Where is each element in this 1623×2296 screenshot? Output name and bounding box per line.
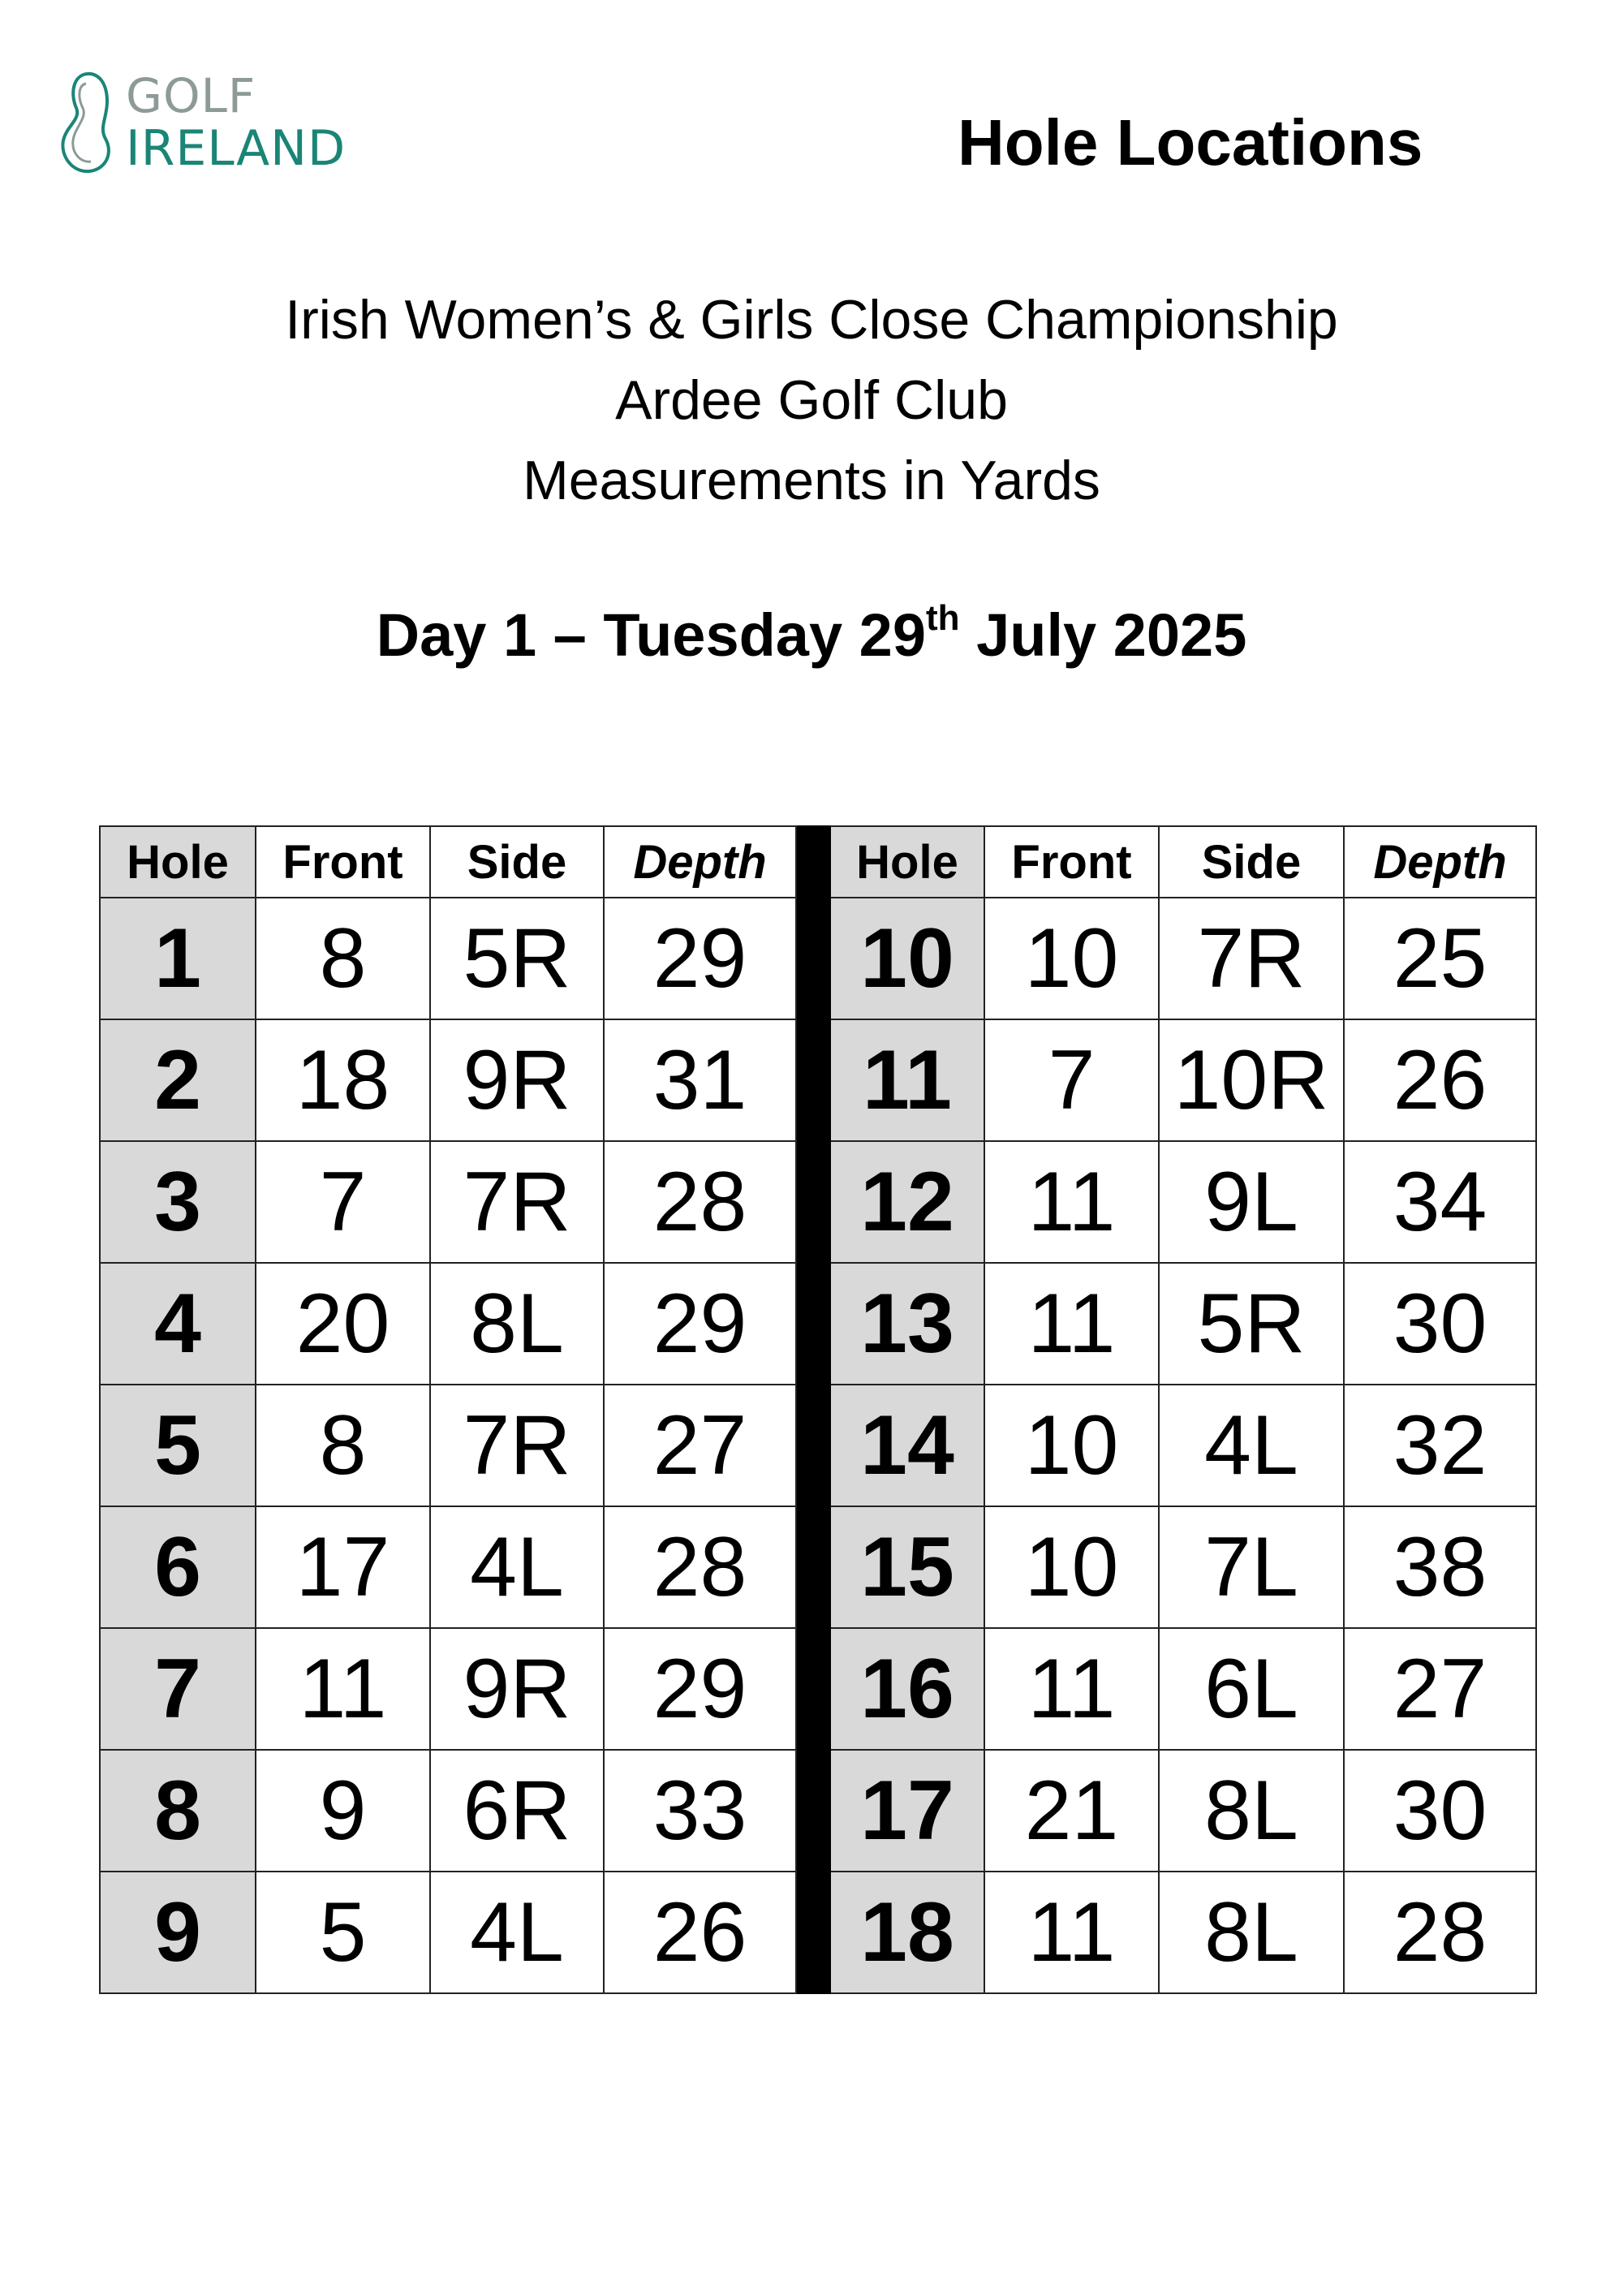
hole-number: 15 (830, 1506, 984, 1628)
hole-number: 3 (100, 1141, 256, 1263)
hole-number: 4 (100, 1263, 256, 1385)
depth-value: 29 (604, 1628, 796, 1750)
day-heading (0, 598, 1623, 670)
table-divider (796, 898, 830, 1019)
depth-value: 30 (1344, 1263, 1536, 1385)
side-value: 6L (1159, 1628, 1344, 1750)
front-value: 5 (256, 1872, 430, 1993)
side-value: 8L (1159, 1872, 1344, 1993)
day-heading-ordinal: th (926, 598, 960, 639)
front-value: 11 (984, 1872, 1159, 1993)
header-hole-left: Hole (100, 826, 256, 898)
depth-value: 28 (604, 1506, 796, 1628)
logo-text-golf: GOLF (126, 68, 256, 123)
table-row (100, 1263, 1536, 1385)
table-divider (796, 1263, 830, 1385)
side-value: 4L (430, 1506, 604, 1628)
depth-value: 26 (604, 1872, 796, 1993)
front-value: 9 (256, 1750, 430, 1872)
front-value: 8 (256, 1385, 430, 1506)
front-value: 11 (984, 1628, 1159, 1750)
depth-value: 34 (1344, 1141, 1536, 1263)
front-value: 7 (984, 1019, 1159, 1141)
subtitle-block (0, 280, 1623, 521)
depth-value: 26 (1344, 1019, 1536, 1141)
depth-value: 29 (604, 898, 796, 1019)
hole-number: 6 (100, 1506, 256, 1628)
day-heading-prefix: Day 1 – Tuesday 29 (376, 601, 926, 669)
table-divider (796, 1141, 830, 1263)
side-value: 5R (430, 898, 604, 1019)
front-value: 8 (256, 898, 430, 1019)
side-value: 7R (430, 1141, 604, 1263)
depth-value: 38 (1344, 1506, 1536, 1628)
depth-value: 28 (604, 1141, 796, 1263)
hole-number: 7 (100, 1628, 256, 1750)
day-heading-rest: July 2025 (959, 601, 1247, 669)
table-row (100, 1385, 1536, 1506)
hole-number: 17 (830, 1750, 984, 1872)
table-row (100, 1019, 1536, 1141)
table-row (100, 1872, 1536, 1993)
depth-value: 27 (1344, 1628, 1536, 1750)
depth-value: 31 (604, 1019, 796, 1141)
front-value: 18 (256, 1019, 430, 1141)
hole-number: 12 (830, 1141, 984, 1263)
hole-number: 13 (830, 1263, 984, 1385)
table-row (100, 898, 1536, 1019)
table-row (100, 1141, 1536, 1263)
front-value: 20 (256, 1263, 430, 1385)
side-value: 9R (430, 1019, 604, 1141)
hole-number: 10 (830, 898, 984, 1019)
hole-number: 5 (100, 1385, 256, 1506)
hole-number: 2 (100, 1019, 256, 1141)
table-divider (796, 1872, 830, 1993)
table-divider (796, 1019, 830, 1141)
side-value: 7L (1159, 1506, 1344, 1628)
header-front-right: Front (984, 826, 1159, 898)
logo-text-ireland: IRELAND (126, 120, 347, 177)
hole-number: 8 (100, 1750, 256, 1872)
golf-ireland-logo (49, 69, 390, 179)
side-value: 5R (1159, 1263, 1344, 1385)
measurement-units: Measurements in Yards (523, 450, 1100, 511)
hole-number: 16 (830, 1628, 984, 1750)
header-depth-left: Depth (604, 826, 796, 898)
side-value: 4L (1159, 1385, 1344, 1506)
side-value: 9L (1159, 1141, 1344, 1263)
side-value: 8L (1159, 1750, 1344, 1872)
table-divider (796, 1506, 830, 1628)
front-value: 10 (984, 1506, 1159, 1628)
front-value: 10 (984, 898, 1159, 1019)
header-hole-right: Hole (830, 826, 984, 898)
header-front-left: Front (256, 826, 430, 898)
front-value: 10 (984, 1385, 1159, 1506)
depth-value: 27 (604, 1385, 796, 1506)
club-name: Ardee Golf Club (615, 369, 1008, 431)
front-value: 11 (984, 1141, 1159, 1263)
side-value: 4L (430, 1872, 604, 1993)
table-divider (796, 1385, 830, 1506)
header-side-left: Side (430, 826, 604, 898)
side-value: 6R (430, 1750, 604, 1872)
depth-value: 33 (604, 1750, 796, 1872)
hole-locations-table (99, 825, 1537, 1994)
side-value: 8L (430, 1263, 604, 1385)
front-value: 17 (256, 1506, 430, 1628)
page-title: Hole Locations (958, 106, 1423, 179)
front-value: 7 (256, 1141, 430, 1263)
front-value: 21 (984, 1750, 1159, 1872)
table-divider (796, 1750, 830, 1872)
hole-number: 14 (830, 1385, 984, 1506)
side-value: 9R (430, 1628, 604, 1750)
golf-ireland-logo-icon (49, 69, 122, 179)
hole-number: 18 (830, 1872, 984, 1993)
table-divider (796, 826, 830, 898)
header-side-right: Side (1159, 826, 1344, 898)
table-divider (796, 1628, 830, 1750)
championship-name: Irish Women’s & Girls Close Championship (285, 289, 1338, 351)
table-row (100, 1750, 1536, 1872)
depth-value: 25 (1344, 898, 1536, 1019)
front-value: 11 (256, 1628, 430, 1750)
depth-value: 29 (604, 1263, 796, 1385)
side-value: 7R (430, 1385, 604, 1506)
side-value: 10R (1159, 1019, 1344, 1141)
hole-number: 11 (830, 1019, 984, 1141)
hole-number: 9 (100, 1872, 256, 1993)
table-header-row (100, 826, 1536, 898)
depth-value: 30 (1344, 1750, 1536, 1872)
depth-value: 28 (1344, 1872, 1536, 1993)
depth-value: 32 (1344, 1385, 1536, 1506)
front-value: 11 (984, 1263, 1159, 1385)
table-row (100, 1506, 1536, 1628)
table-row (100, 1628, 1536, 1750)
side-value: 7R (1159, 898, 1344, 1019)
hole-number: 1 (100, 898, 256, 1019)
header-depth-right: Depth (1344, 826, 1536, 898)
